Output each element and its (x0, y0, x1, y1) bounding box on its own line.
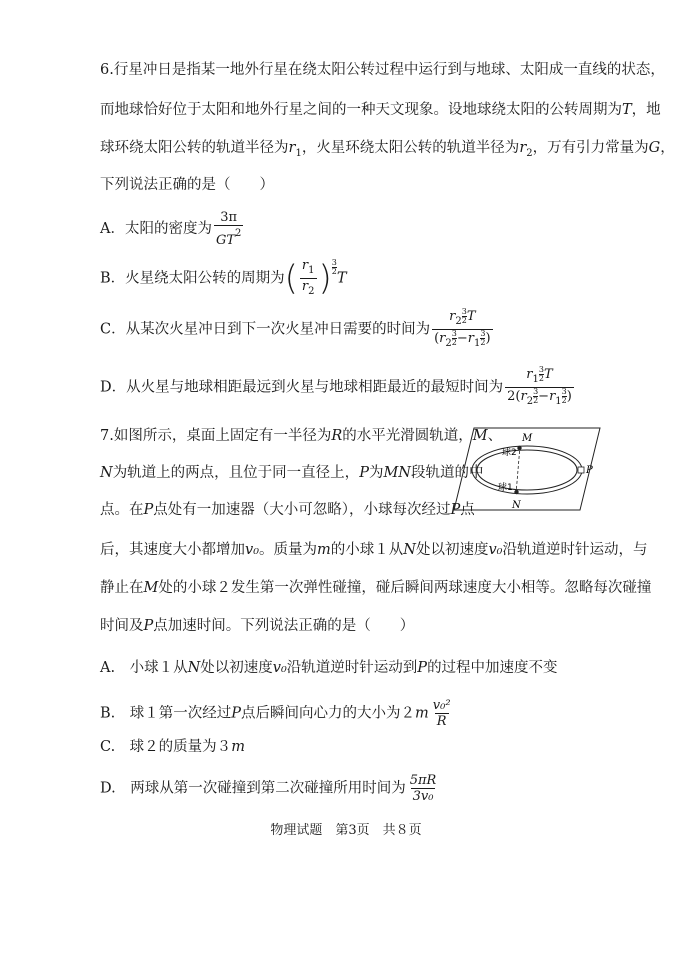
q7-option-d: D. 两球从第一次碰撞到第二次碰撞所用时间为 $\frac{5\pi R}{\text{3v₀}}$ (100, 773, 437, 804)
q7-line5: 静止在M处的小球２发生第一次弹性碰撞，碰后瞬间两球速度大小相等。忽略每次碰撞 (100, 580, 652, 596)
q7-option-c: C. 球２的质量为３m (100, 739, 245, 755)
ball-1 (514, 490, 518, 494)
q6-a-fraction: $\frac{3\pi}{GT^2}$ (215, 210, 242, 248)
label-p: P (586, 465, 593, 476)
accelerator-p (578, 467, 584, 473)
q6-line3: 球环绕太阳公转的轨道半径为$r_1$，火星环绕太阳公转的轨道半径为$r_2$，万有引力常量为G， (100, 140, 675, 159)
page-footer: 物理试题 第3页 共８页 (270, 823, 422, 838)
q6-d-fraction: $r_1$ $\frac{3}{2}$ T $2(r_2$ $\frac{3}{2}$ $-r_1$ $\frac{3}{2}$ ) (507, 365, 572, 407)
q7-line6: 时间及P点加速时间。下列说法正确的是（ ） (100, 618, 415, 634)
q7-option-a: A. 小球１从N处以初速度v₀沿轨道逆时针运动到P的过程中加速度不变 (100, 660, 558, 676)
q7-line2: N为轨道上的两点，且位于同一直径上，P为MN段轨道的中 (100, 465, 484, 481)
q7-b-fraction: $\frac{\text{v₀²}}{R}$ (432, 698, 451, 729)
track-diagram (452, 426, 602, 516)
q6-line4: 下列说法正确的是（ ） (100, 177, 274, 193)
q6-option-c: C．从某次火星冲日到下一次火星冲日需要的时间为 $r_2$ $\frac{3}{2}$ T ($r_2$ $\frac{3}{2}$ $-r_1$ $\frac{3}{2}$ ) (100, 307, 491, 349)
q7-line4: 后，其速度大小都增加v₀。质量为m的小球１从N处以初速度v₀沿轨道逆时针运动，与 (100, 542, 648, 558)
q6-option-a: A．太阳的密度为 $\frac{3\pi}{GT^2}$ (100, 210, 242, 248)
q7-line3: 点。在P点处有一加速器（大小可忽略），小球每次经过P点 (100, 502, 475, 518)
ball-2 (517, 446, 521, 450)
q7-option-b: B. 球１第一次经过P点后瞬间向心力的大小为２m $\frac{\text{v₀²}}{R}$ (100, 698, 451, 729)
q6-c-fraction: $r_2$ $\frac{3}{2}$ T ($r_2$ $\frac{3}{2}$ $-r_1$ $\frac{3}{2}$ ) (434, 307, 491, 349)
label-n: N (512, 500, 521, 511)
q6-line2: 而地球恰好位于太阳和地外行星之间的一种天文现象。设地球绕太阳的公转周期为T，地 (100, 102, 661, 118)
circular-track-outer (472, 446, 582, 494)
label-ball-1: 球1 (498, 483, 513, 493)
q6-line1: 6.行星冲日是指某一地外行星在绕太阳公转过程中运行到与地球、太阳成一直线的状态， (100, 62, 665, 78)
circular-track-inner (477, 450, 577, 490)
q7-line1: 7.如图所示，桌面上固定有一半径为R的水平光滑圆轨道，M、 (100, 428, 503, 444)
q6-option-d: D．从火星与地球相距最远到火星与地球相距最近的最短时间为 $r_1$ $\frac{3}{2}$ T $2(r_2$ $\frac{3}{2}$ $-r_1$ $\frac{3}{2}$ ) (100, 365, 572, 407)
label-ball-2: 球2 (502, 448, 517, 458)
q6-option-b: B．火星绕太阳公转的周期为( $\frac{r_1}{r_2}$ ) $\frac{3}{2}$ T (100, 257, 347, 299)
label-m: M (522, 433, 533, 444)
q7-d-fraction: $\frac{5\pi R}{\text{3v₀}}$ (409, 773, 437, 804)
